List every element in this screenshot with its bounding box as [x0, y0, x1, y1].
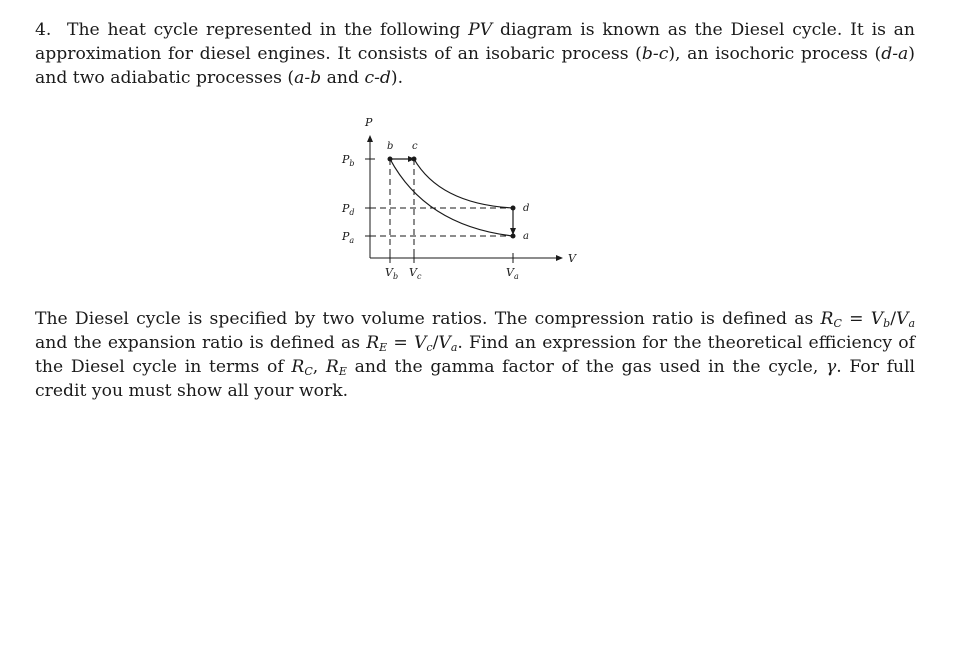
vc-label: $V_c$	[409, 266, 422, 281]
pb-label: $P_b$	[342, 153, 355, 168]
point-c-label: c	[412, 141, 418, 152]
point-c	[412, 157, 417, 162]
problem-intro: 4. The heat cycle represented in the following PV diagram is known as the Diesel cycle. It is an approximation for diesel engines. It consists of an isobaric process (b-c), an isochoric process (d-a) and two adiabatic processes (a-b and c-d).	[35, 20, 915, 88]
problem-question: The Diesel cycle is specified by two volume ratios. The compression ratio is defined as $R_C = V_b/V_a$ and the expansion ratio is defined as $R_E = V_c/V_a$. Find an expression for the theoretical efficiency of the Diesel cycle in terms of $R_C$, $R_E$ and the gamma factor of the gas used in the cycle, γ. For full credit you must show all your work.	[35, 309, 916, 401]
point-b-label: b	[387, 141, 394, 152]
problem-number: 4.	[35, 20, 52, 40]
point-b	[388, 157, 393, 162]
point-d	[511, 206, 516, 211]
vb-label: $V_b$	[385, 266, 399, 281]
point-a-label: a	[523, 231, 529, 242]
va-label: $V_a$	[506, 266, 519, 281]
pa-label: $P_a$	[342, 230, 355, 245]
p-axis-label: P	[365, 116, 373, 129]
v-axis-label: V	[568, 252, 576, 265]
guide-lines	[370, 159, 513, 258]
process-c-d	[414, 159, 513, 208]
pd-label: $P_d$	[342, 202, 355, 217]
point-a	[511, 234, 516, 239]
pv-diagram	[330, 112, 590, 282]
process-a-b	[390, 159, 513, 236]
point-d-label: d	[523, 203, 530, 214]
